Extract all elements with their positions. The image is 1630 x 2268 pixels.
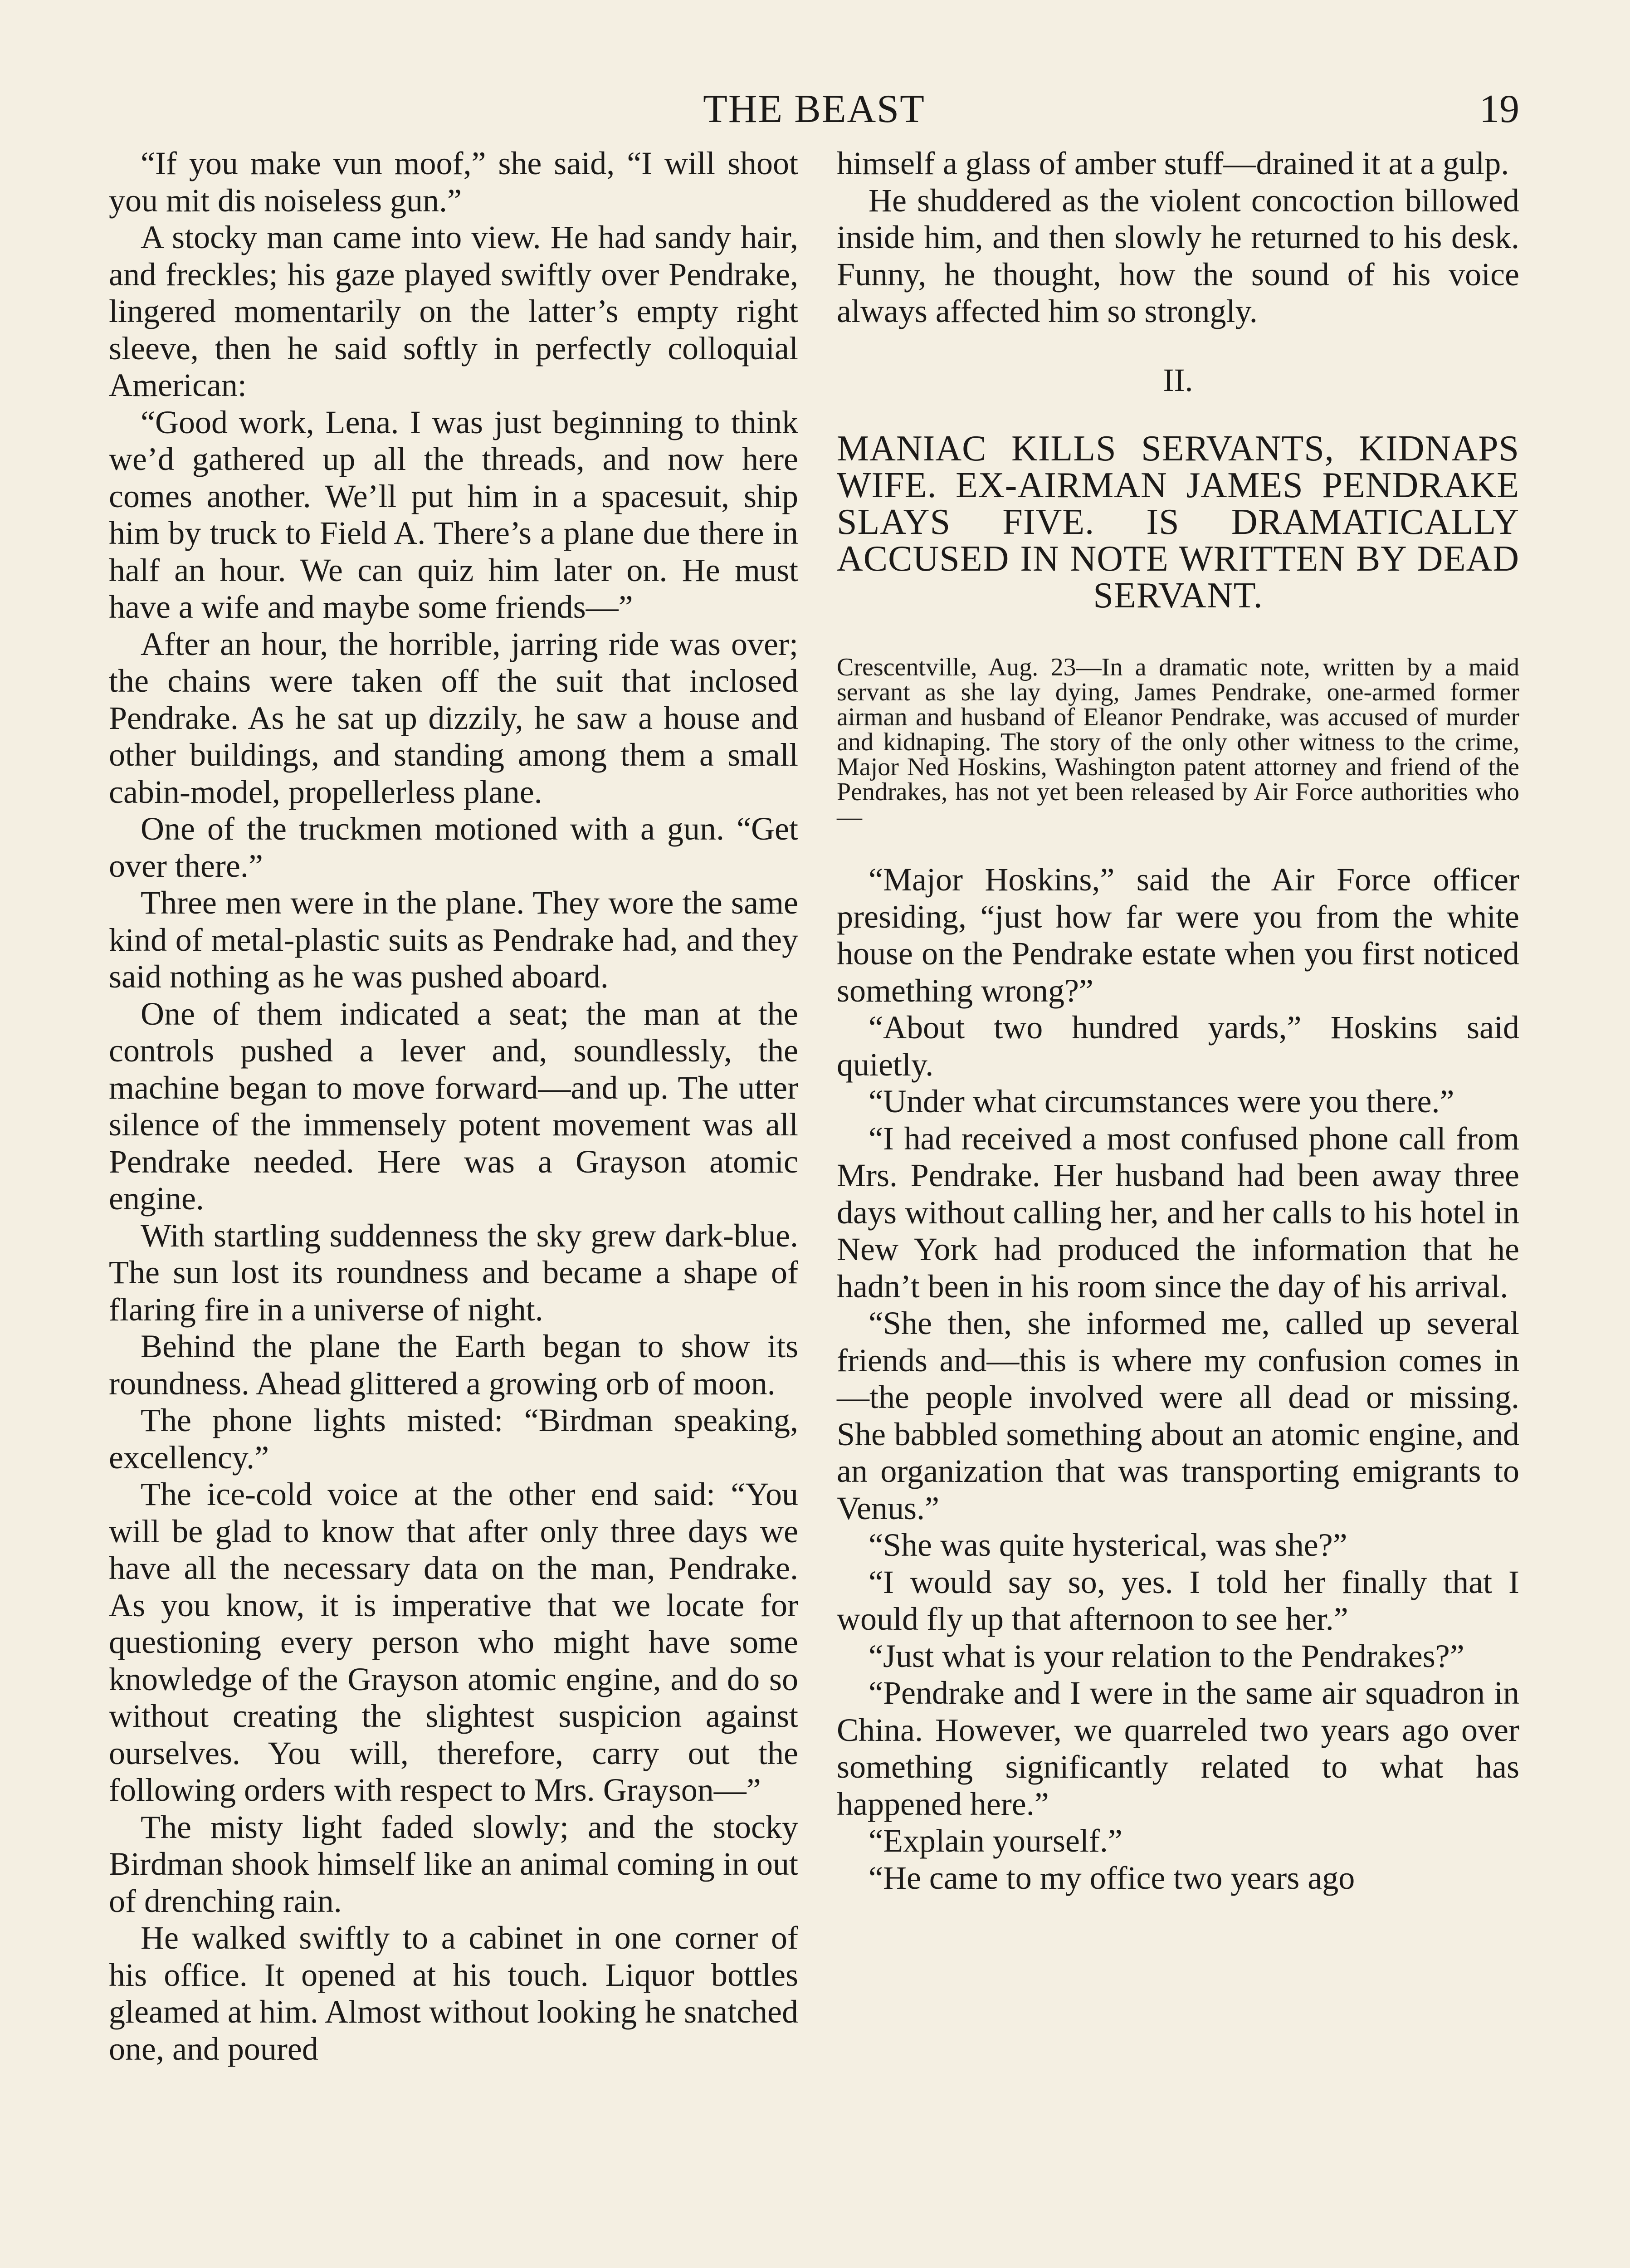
- paragraph: After an hour, the horrible, jarring ride was over; the chains were taken off the suit that inclosed Pendrake. As he sat up dizzily, he saw a house and other buildings, and standing among them a small cabin-model, propellerless plane.: [109, 626, 798, 810]
- paragraph: “Under what circumstances were you there.”: [869, 1083, 1454, 1119]
- paragraph: “About two hundred yards,” Hoskins said quietly.: [837, 1009, 1519, 1083]
- news-clipping: Crescentville, Aug. 23—In a dramatic note, written by a maid servant as she lay dying, James Pendrake, one-armed former airman and husband of Eleanor Pendrake, was accused of murder and kidnaping. The story of the only other witness to the crime, Major Ned Hoskins, Washington patent attorney and friend of the Pendrakes, has not yet been released by Air Force authorities who—: [837, 653, 1519, 831]
- paragraph: “He came to my office two years ago: [869, 1859, 1355, 1896]
- paragraph: With startling suddenness the sky grew dark-blue. The sun lost its roundness and became a shape of flaring fire in a universe of night.: [109, 1217, 798, 1328]
- section-number: II.: [1163, 362, 1193, 398]
- paragraph: Behind the plane the Earth began to show its roundness. Ahead glittered a growing orb of moon.: [109, 1328, 798, 1402]
- paragraph: “I would say so, yes. I told her finally that I would fly up that afternoon to see her.”: [837, 1564, 1519, 1637]
- right-column: [837, 145, 1519, 1897]
- paragraph: He walked swiftly to a cabinet in one corner of his office. It opened at his touch. Liquor bottles gleamed at him. Almost without looking he snatched one, and poured: [109, 1920, 798, 2067]
- paragraph: “She was quite hysterical, was she?”: [869, 1527, 1347, 1563]
- paragraph: A stocky man came into view. He had sandy hair, and freckles; his gaze played swiftly over Pendrake, lingered momentarily on the latter’s empty right sleeve, then he said softly in perfectly colloquial American:: [109, 219, 798, 403]
- page-header: [109, 86, 1519, 141]
- page-number: 19: [1479, 87, 1519, 131]
- paragraph: “Explain yourself.”: [869, 1823, 1122, 1859]
- paragraph-continuation: himself a glass of amber stuff—drained it at a gulp.: [837, 145, 1509, 181]
- left-column: [109, 145, 798, 2068]
- paragraph: “She then, she informed me, called up several friends and—this is where my confusion comes in—the people involved were all dead or missing. She babbled something about an atomic engine, and an organization that was transporting emigrants to Venus.”: [837, 1305, 1519, 1526]
- paragraph: The phone lights misted: “Birdman speaking, excellency.”: [109, 1402, 798, 1476]
- newspaper-headline: MANIAC KILLS SERVANTS, KIDNAPS WIFE. EX-AIRMAN JAMES PENDRAKE SLAYS FIVE. IS DRAMATICALLY ACCUSED IN NOTE WRITTEN BY DEAD SERVANT.: [837, 429, 1519, 616]
- running-title: THE BEAST: [703, 87, 925, 131]
- paragraph: Three men were in the plane. They wore the same kind of metal-plastic suits as Pendrake had, and they said nothing as he was pushed aboard.: [109, 885, 798, 995]
- paragraph: “Just what is your relation to the Pendrakes?”: [869, 1637, 1464, 1674]
- paragraph: “I had received a most confused phone call from Mrs. Pendrake. Her husband had been away three days without calling her, and her calls to his hotel in New York had produced the information that he hadn’t been in his room since the day of his arrival.: [837, 1120, 1519, 1305]
- paragraph: “Major Hoskins,” said the Air Force officer presiding, “just how far were you from the white house on the Pendrake estate when you first noticed something wrong?”: [837, 861, 1519, 1009]
- paragraph: “Pendrake and I were in the same air squadron in China. However, we quarreled two years ago over something significantly related to what has happened here.”: [837, 1675, 1519, 1822]
- paragraph: The misty light faded slowly; and the stocky Birdman shook himself like an animal coming in out of drenching rain.: [109, 1809, 798, 1919]
- paragraph: He shuddered as the violent concoction billowed inside him, and then slowly he returned to his desk. Funny, he thought, how the sound of his voice always affected him so strongly.: [837, 182, 1519, 329]
- paragraph: “If you make vun moof,” she said, “I will shoot you mit dis noiseless gun.”: [109, 145, 798, 219]
- paragraph: “Good work, Lena. I was just beginning to think we’d gathered up all the threads, and now here comes another. We’ll put him in a spacesuit, ship him by truck to Field A. There’s a plane due there in half an hour. We can quiz him later on. He must have a wife and maybe some friends—”: [109, 404, 798, 625]
- paragraph: One of them indicated a seat; the man at the controls pushed a lever and, soundlessly, the machine began to move forward—and up. The utter silence of the immensely potent movement was all Pendrake needed. Here was a Grayson atomic engine.: [109, 995, 798, 1217]
- paragraph: One of the truckmen motioned with a gun. “Get over there.”: [109, 811, 798, 884]
- paragraph: The ice-cold voice at the other end said: “You will be glad to know that after only three days we have all the necessary data on the man, Pendrake. As you know, it is imperative that we locate for questioning every person who might have some knowledge of the Grayson atomic engine, and do so without creating the slightest suspicion against ourselves. You will, therefore, carry out the following orders with respect to Mrs. Grayson—”: [109, 1476, 798, 1808]
